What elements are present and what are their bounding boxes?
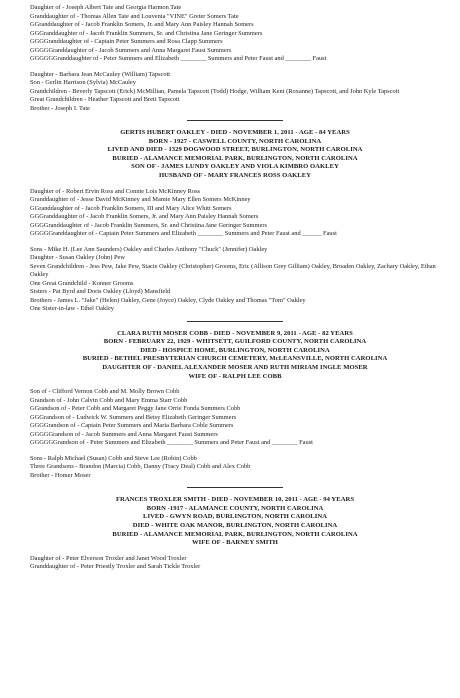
obituary-heading-oakley <box>30 129 440 181</box>
obituary-heading-cobb <box>30 330 440 382</box>
lineage-list-4 <box>30 555 440 572</box>
lineage-line: Granddaughter of - Jesse David McKinney and Mamie Mary Ellen Somers McKinney <box>30 196 251 204</box>
heading-line: SON OF - JAMES LUNDY OAKLEY AND VIOLA KIMBRO OAKLEY <box>131 163 339 171</box>
lineage-list-3 <box>30 388 440 448</box>
survivor-line: Son - Gerlin Harrison (Sylvia) McCauley <box>30 79 136 86</box>
lineage-line: GGGGGGrandson of - Peter Summers and Elizabeth ________ Summers and Peter Faust and ________ Faust <box>30 439 313 447</box>
survivor-line: One Great Grandchild - Konner Grooms <box>30 279 134 287</box>
lineage-line: GGGGrandson of - Captain Peter Summers and Maria Barbara Coble Summers <box>30 422 234 430</box>
lineage-list-2 <box>30 188 440 239</box>
survivor-line: One Sister-in-law - Ethel Oakley <box>30 305 114 313</box>
lineage-line: Grandson of - John Calvin Cobb and Mary Emma Starr Cobb <box>30 396 188 404</box>
survivor-line: Three Grandsons - Brandon (Marcia) Cobb, Danny (Tracy Deal) Cobb and Alex Cobb <box>30 463 251 471</box>
heading-line: LIVED - GWYN ROAD, BURLINGTON, NORTH CAROLINA <box>143 513 327 521</box>
lineage-list-1 <box>30 4 440 64</box>
lineage-line: GGGGGranddaughter of - Captain Peter Summers and Elizabeth ________ Summers and Peter Faust and ______ Faust <box>30 230 337 238</box>
heading-line: BORN - FEBRUARY 22, 1929 - WHITSETT, GUILFORD COUNTY, NORTH CAROLINA <box>103 338 367 346</box>
lineage-line: GGGranddaughter of - Jacob Franklin Somers, Jr. and Mary Ann Paisley Hannah Somers <box>30 213 259 221</box>
section-divider <box>30 318 440 326</box>
survivor-line: Brother - Joseph I. Tate <box>30 104 90 112</box>
survivor-line: Sons - Mike H. (Lee Ann Saunders) Oakley and Charles Anthony "Chuck" (Jennifer) Oakley <box>30 245 268 253</box>
survivor-line: Brother - Homer Moser <box>30 471 91 479</box>
heading-line: BURIED - BETHEL PRESBYTERIAN CHURCH CEMETERY, McLEANSVILLE, NORTH CAROLINA <box>82 355 388 363</box>
heading-line: WIFE OF - BARNEY SMITH <box>192 539 278 547</box>
survivors-list-1 <box>30 71 440 114</box>
survivor-line: Sons - Ralph Michael (Susan) Cobb and Steve Lee (Robin) Cobb <box>30 454 197 462</box>
heading-line: FRANCES TROXLER SMITH - DIED - NOVEMBER 10, 2011 - AGE - 94 YEARS <box>115 496 355 504</box>
heading-line: GERTIS HUBERT OAKLEY - DIED - NOVEMBER 1, 2011 - AGE - 84 YEARS <box>120 129 350 136</box>
heading-line: LIVED AND DIED - 1329 DOGWOOD STREET, BURLINGTON, NORTH CAROLINA <box>107 146 363 154</box>
heading-line: DAUGHTER OF - DANIEL ALEXANDER MOSER AND RUTH MIRIAM INGLE MOSER <box>102 363 368 371</box>
lineage-line: GGGGGrandson of - Jacob Summers and Anna Margaret Faust Summers <box>30 430 218 438</box>
heading-line: BURIED - ALAMANCE MEMORIAL PARK, BURLINGTON, NORTH CAROLINA <box>112 154 358 162</box>
heading-line: BURIED - ALAMANCE MEMORIAL PARK, BURLINGTON, NORTH CAROLINA <box>112 530 358 538</box>
lineage-line: Granddaughter of - Peter Priestly Troxler and Sarah Tickle Troxler <box>30 563 201 571</box>
survivor-line: Grandchildren - Beverly Tapscott (Erick) McMillian, Pamela Tapscott (Todd) Hodge, William Kent (Roxanne) Tapscott, and John Kyle Tapscott <box>30 87 400 95</box>
lineage-line: GGrandson of - Peter Cobb and Margaret Peggy Jane Orrie Fonda Summers Cobb <box>30 405 241 413</box>
lineage-line: GGGGGGranddaughter of - Peter Summers and Elizabeth ________ Summers and Peter Faust and ________ Faust <box>30 55 327 62</box>
survivor-line: Seven Grandchildren - Jess Pew, Jake Pew, Stacie Oakley (Christopher) Grooms, Eric (Allison Grey Gilliam) Oakley, Broaden Oakley, Zachary Oakley, Ethan Oakley <box>30 262 436 279</box>
section-divider <box>30 117 440 125</box>
heading-line: DIED - WHITE OAK MANOR, BURLINGTON, NORTH CAROLINA <box>132 521 338 529</box>
lineage-line: GGGGGranddaughter of - Jacob Summers and Anna Margaret Faust Summers <box>30 46 232 54</box>
survivor-line: Brothers - James L. "Jake" (Helen) Oakley, Gene (Joyce) Oakley, Clyde Oakley and Thomas "Tom" Oakley <box>30 296 306 304</box>
obituary-heading-smith <box>30 496 440 548</box>
lineage-line: GGranddaughter of - Jacob Franklin Somers, III and Mary Alice Whitt Somers <box>30 204 232 212</box>
lineage-line: Daughter of - Peter Elverson Troxler and Janet Wood Troxler <box>30 554 187 562</box>
survivor-line: Great Grandchildren - Heather Tapscott and Brett Tapscott <box>30 96 180 103</box>
heading-line: BORN - 1927 - CASWELL COUNTY, NORTH CAROLINA <box>148 137 322 145</box>
heading-line: BORN -1917 - ALAMANCE COUNTY, NORTH CAROLINA <box>146 504 324 512</box>
section-divider <box>30 484 440 492</box>
lineage-line: Son of - Clifford Vernon Cobb and M. Molly Brown Cobb <box>30 388 180 396</box>
lineage-line: Granddaughter of - Thomas Allen Tate and Louvenia "VINE" Greter Somers Tate <box>30 12 239 20</box>
survivor-line: Daughter - Barbara Jean McCauley (William) Tapscott <box>30 70 171 78</box>
lineage-line: GGGGranddaughter of - Captain Peter Summers and Rosa Clapp Summers <box>30 38 223 45</box>
heading-line: CLARA RUTH MOSER COBB - DIED - NOVEMBER 9, 2011 - AGE - 82 YEARS <box>117 329 353 337</box>
survivors-list-2 <box>30 246 440 314</box>
heading-line: HUSBAND OF - MARY FRANCES ROSS OAKLEY <box>158 171 312 179</box>
lineage-line: Daughter of - Robert Ervin Ross and Connie Lois McKinney Ross <box>30 187 201 195</box>
survivor-line: Daughter - Susan Oakley (John) Pew <box>30 254 125 262</box>
survivors-list-3 <box>30 455 440 481</box>
heading-line: DIED - HOSPICE HOME, BURLINGTON, NORTH CAROLINA <box>140 346 330 354</box>
lineage-line: GGGrandson of - Ludwick W. Summers and Betsy Elizabeth Geringer Summers <box>30 413 237 421</box>
lineage-line: GGranddaughter of - Jacob Franklin Somers, Jr. and Mary Ann Paisley Hannah Somers <box>30 21 254 28</box>
lineage-line: GGGGranddaughter of - Jacob Franklin Summers, Sr. and Christina Jane Geringer Summers <box>30 221 267 229</box>
lineage-line: Daughter of - Joseph Albert Tate and Georgia Harmon Tate <box>30 4 182 11</box>
lineage-line: GGGranddaughter of - Jacob Franklin Summers, Sr. and Christina Jane Geringer Summers <box>30 29 263 37</box>
heading-line: WIFE OF - RALPH LEE COBB <box>188 372 282 380</box>
survivor-line: Sisters - Pat Byrd and Doris Oakley (Lloyd) Mansfield <box>30 288 171 296</box>
